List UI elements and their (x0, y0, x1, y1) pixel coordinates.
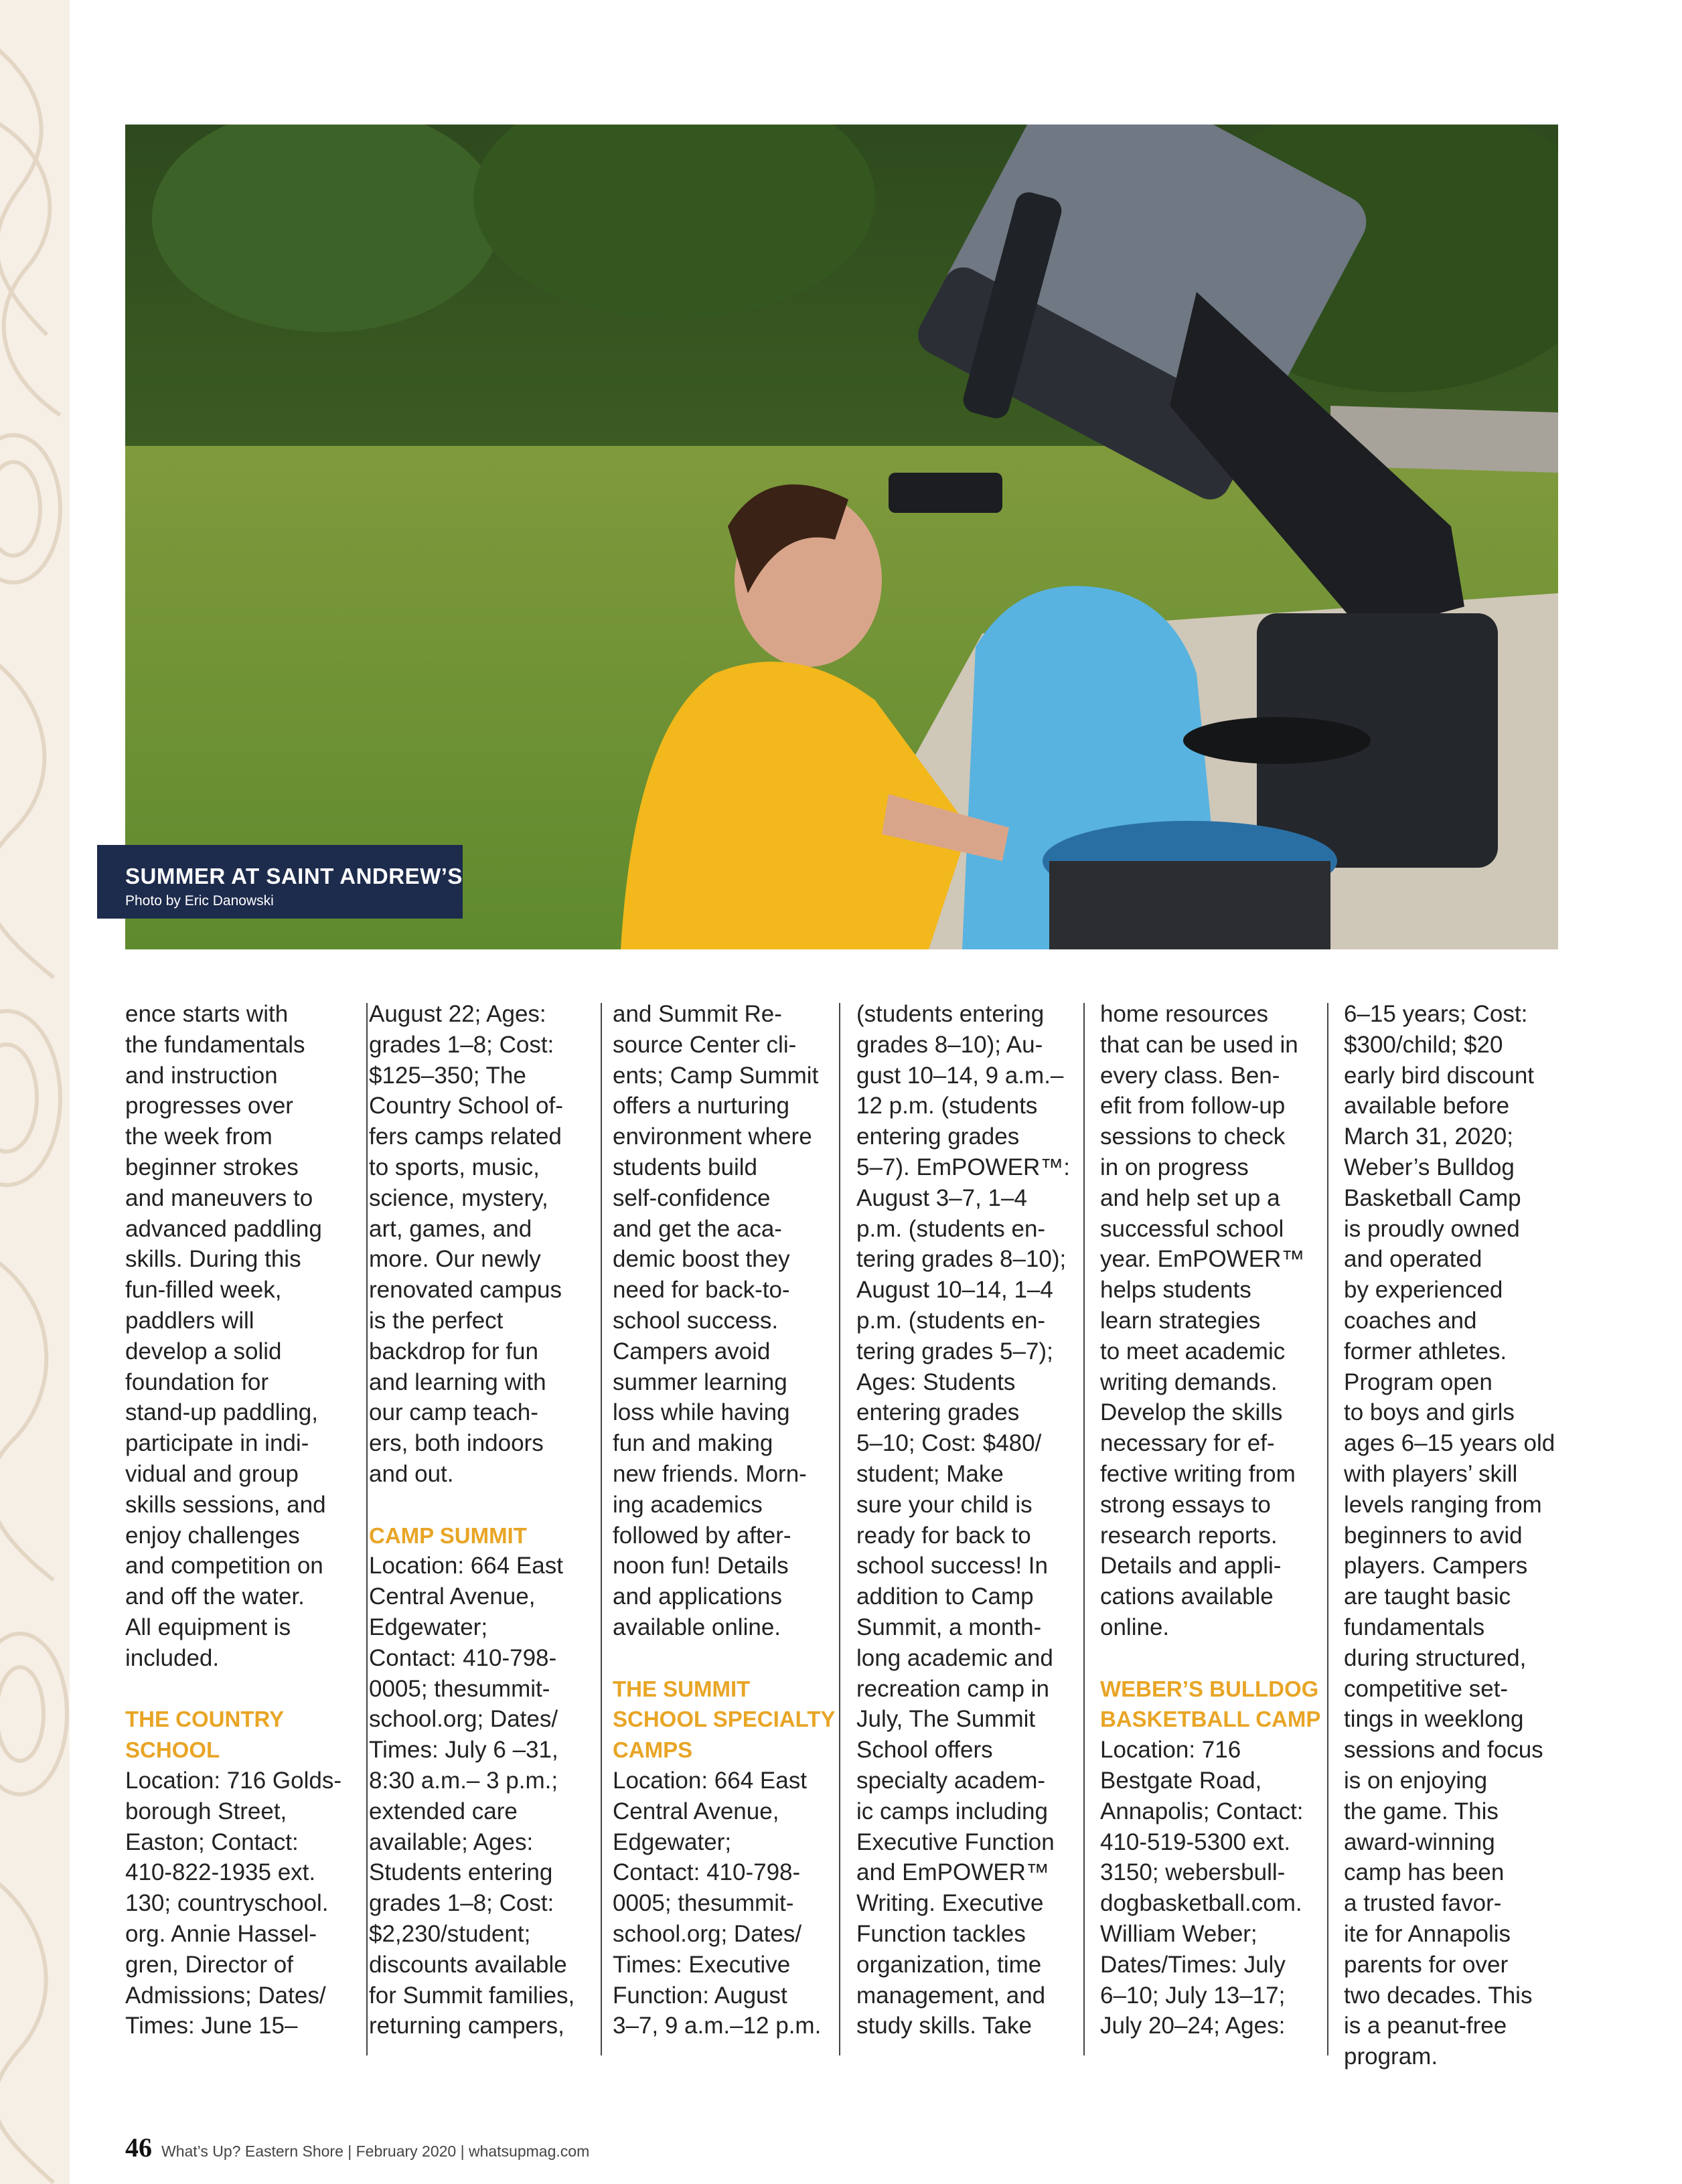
text-line: early bird discount (1344, 1062, 1535, 1089)
text-line: that can be used in (1100, 1031, 1298, 1058)
text-line: 3150; webersbull- (1100, 1859, 1286, 1886)
text-line: $2,230/student; (369, 1920, 531, 1947)
text-line: Central Avenue, (613, 1798, 779, 1824)
text-line: Location: 664 East (369, 1553, 563, 1579)
text-line: foundation for (125, 1369, 269, 1395)
text-line: the fundamentals (125, 1031, 305, 1058)
paragraph-gap (125, 1674, 346, 1705)
text-line: Dates/Times: July (1100, 1951, 1286, 1978)
text-line: Edgewater; (613, 1828, 732, 1855)
text-line: home resources (1100, 1001, 1268, 1027)
text-line: backdrop for fun (369, 1338, 538, 1364)
text-line: August 22; Ages: (369, 1001, 546, 1027)
text-line: fun-filled week, (125, 1277, 282, 1304)
text-line: writing demands. (1100, 1369, 1278, 1395)
text-line: Annapolis; Contact: (1100, 1798, 1304, 1824)
text-line: Edgewater; (369, 1614, 488, 1640)
text-line: available; Ages: (369, 1828, 534, 1855)
text-line: players. Campers (1344, 1553, 1528, 1579)
text-line: coaches and (1344, 1307, 1477, 1334)
text-line: and instruction (125, 1062, 278, 1089)
paragraph-gap (369, 1490, 590, 1520)
text-line: award-winning (1344, 1828, 1495, 1855)
text-line: dogbasketball.com. (1100, 1890, 1302, 1917)
text-line: discounts available (369, 1951, 567, 1978)
text-line: Times: June 15– (125, 2013, 298, 2039)
text-line: and maneuvers to (125, 1184, 313, 1211)
text-line: specialty academ- (856, 1767, 1046, 1794)
section-heading-line: WEBER’S BULLDOG (1100, 1676, 1319, 1701)
text-line: every class. Ben- (1100, 1062, 1280, 1089)
text-line: July, The Summit (856, 1706, 1036, 1733)
text-line: learn strategies (1100, 1307, 1261, 1334)
column-divider (1083, 1003, 1085, 2055)
photo-caption (97, 845, 463, 919)
text-line: Bestgate Road, (1100, 1767, 1262, 1794)
text-line: Writing. Executive (856, 1890, 1044, 1917)
text-line: Times: Executive (613, 1951, 791, 1978)
text-line: former athletes. (1344, 1338, 1507, 1364)
text-line: 5–10; Cost: $480/ (856, 1430, 1042, 1457)
text-line: in on progress (1100, 1154, 1249, 1180)
text-line: and learning with (369, 1369, 546, 1395)
text-line: parents for over (1344, 1951, 1509, 1978)
text-line: Executive Function (856, 1828, 1055, 1855)
text-line: 12 p.m. (students (856, 1093, 1038, 1119)
text-line: and competition on (125, 1553, 323, 1579)
text-line: sessions to check (1100, 1123, 1286, 1150)
text-line: ic camps including (856, 1798, 1048, 1824)
text-line: Summit, a month- (856, 1614, 1042, 1640)
text-line: our camp teach- (369, 1399, 538, 1426)
text-line: August 3–7, 1–4 (856, 1184, 1027, 1211)
text-line: with players’ skill (1344, 1460, 1518, 1487)
text-line: tings in weeklong (1344, 1706, 1524, 1733)
text-line: long academic and (856, 1644, 1053, 1671)
text-line: participate in indi- (125, 1430, 309, 1457)
text-line: (students entering (856, 1001, 1045, 1027)
text-line: Students entering (369, 1859, 553, 1886)
text-line: Country School of- (369, 1093, 563, 1119)
text-line: tering grades 5–7); (856, 1338, 1053, 1364)
text-line: 3–7, 9 a.m.–12 p.m. (613, 2013, 822, 2039)
text-line: available before (1344, 1093, 1510, 1119)
text-line: Contact: 410-798- (613, 1859, 801, 1886)
text-line: $125–350; The (369, 1062, 526, 1089)
text-line: 410-822-1935 ext. (125, 1859, 316, 1886)
text-line: fers camps related (369, 1123, 562, 1150)
section-heading-line: SCHOOL (125, 1737, 220, 1763)
text-line: skills sessions, and (125, 1491, 326, 1518)
section-heading-line: CAMP SUMMIT (369, 1523, 527, 1548)
footer-text: What’s Up? Eastern Shore | February 2020 | whatsupmag.com (161, 2142, 590, 2160)
text-line: All equipment is (125, 1614, 291, 1640)
text-line: to sports, music, (369, 1154, 540, 1180)
text-line: research reports. (1100, 1522, 1278, 1549)
text-line: successful school (1100, 1215, 1284, 1242)
section-heading-line: CAMPS (613, 1737, 693, 1763)
text-line: Program open (1344, 1369, 1493, 1395)
text-line: student; Make (856, 1460, 1004, 1487)
text-line: strong essays to (1100, 1491, 1271, 1518)
text-line: competitive set- (1344, 1675, 1509, 1702)
text-line: Function tackles (856, 1920, 1026, 1947)
photo-credit: Photo by Eric Danowski (125, 893, 274, 909)
text-line: sure your child is (856, 1491, 1033, 1518)
text-line: and applications (613, 1583, 782, 1610)
text-line: science, mystery, (369, 1184, 548, 1211)
text-line: entering grades (856, 1123, 1020, 1150)
text-line: is the perfect (369, 1307, 504, 1334)
text-line: Location: 716 (1100, 1737, 1241, 1764)
text-line: noon fun! Details (613, 1553, 789, 1579)
text-line: is on enjoying (1344, 1767, 1488, 1794)
text-line: fun and making (613, 1430, 773, 1457)
text-line: organization, time (856, 1951, 1042, 1978)
text-line: ence starts with (125, 1001, 289, 1027)
text-line: org. Annie Hassel- (125, 1920, 317, 1947)
text-line: stand-up paddling, (125, 1399, 318, 1426)
text-line: Admissions; Dates/ (125, 1982, 326, 2009)
text-line: $300/child; $20 (1344, 1031, 1503, 1058)
text-line: online. (1100, 1614, 1170, 1640)
column-divider (366, 1003, 368, 2055)
text-line: efit from follow-up (1100, 1093, 1286, 1119)
text-line: extended care (369, 1798, 518, 1824)
photo-illustration (125, 125, 1558, 949)
text-line: Develop the skills (1100, 1399, 1283, 1426)
text-line: addition to Camp (856, 1583, 1034, 1610)
paragraph-gap (1100, 1643, 1321, 1674)
text-line: entering grades (856, 1399, 1020, 1426)
text-line: management, and (856, 1982, 1046, 2009)
text-line: school.org; Dates/ (613, 1920, 802, 1947)
text-line: by experienced (1344, 1277, 1503, 1304)
text-line: two decades. This (1344, 1982, 1533, 2009)
text-line: school success! In (856, 1553, 1048, 1579)
section-heading-line: THE SUMMIT (613, 1676, 751, 1701)
text-line: levels ranging from (1344, 1491, 1542, 1518)
caption-title: SUMMER AT SAINT ANDREW’S (125, 864, 463, 888)
text-line: to meet academic (1100, 1338, 1286, 1364)
text-line: self-confidence (613, 1184, 771, 1211)
text-line: William Weber; (1100, 1920, 1257, 1947)
text-line: 5–7). EmPOWER™: (856, 1154, 1070, 1180)
page-number: 46 (125, 2132, 152, 2163)
column-divider (601, 1003, 602, 2055)
text-line: Basketball Camp (1344, 1184, 1521, 1211)
text-line: grades 8–10); Au- (856, 1031, 1043, 1058)
text-line: Ages: Students (856, 1369, 1016, 1395)
text-line: during structured, (1344, 1644, 1527, 1671)
text-line: gren, Director of (125, 1951, 293, 1978)
text-line: 130; countryschool. (125, 1890, 329, 1917)
text-line: summer learning (613, 1369, 787, 1395)
text-line: Function: August (613, 1982, 787, 2009)
text-line: program. (1344, 2043, 1438, 2070)
side-decorative-pattern (0, 0, 70, 2184)
text-line: is proudly owned (1344, 1215, 1520, 1242)
text-line: and operated (1344, 1246, 1482, 1273)
text-line: and EmPOWER™ (856, 1859, 1049, 1886)
text-line: grades 1–8; Cost: (369, 1031, 554, 1058)
text-line: to boys and girls (1344, 1399, 1515, 1426)
text-line: Contact: 410-798- (369, 1644, 557, 1671)
text-line: gust 10–14, 9 a.m.– (856, 1062, 1064, 1089)
text-line: skills. During this (125, 1246, 301, 1273)
text-line: beginner strokes (125, 1154, 299, 1180)
article-column-3 (613, 999, 834, 2041)
text-line: available online. (613, 1614, 781, 1640)
text-line: school success. (613, 1307, 779, 1334)
article-column-6 (1344, 999, 1565, 2072)
topographic-lines-graphic (0, 0, 70, 2184)
telescope-photo (125, 125, 1558, 949)
text-line: August 10–14, 1–4 (856, 1277, 1053, 1304)
text-line: March 31, 2020; (1344, 1123, 1513, 1150)
section-heading-line: THE COUNTRY (125, 1707, 285, 1732)
text-line: vidual and group (125, 1460, 299, 1487)
text-line: study skills. Take (856, 2013, 1032, 2039)
text-line: art, games, and (369, 1215, 532, 1242)
text-line: renovated campus (369, 1277, 562, 1304)
text-line: beginners to avid (1344, 1522, 1523, 1549)
text-line: loss while having (613, 1399, 790, 1426)
text-line: and off the water. (125, 1583, 305, 1610)
text-line: Campers avoid (613, 1338, 771, 1364)
article-column-5 (1100, 999, 1321, 2041)
text-line: and get the aca- (613, 1215, 782, 1242)
section-heading-line: SCHOOL SPECIALTY (613, 1707, 836, 1732)
text-line: fective writing from (1100, 1460, 1296, 1487)
text-line: helps students (1100, 1277, 1251, 1304)
text-line: Location: 664 East (613, 1767, 807, 1794)
text-line: returning campers, (369, 2013, 564, 2039)
section-heading-line: BASKETBALL CAMP (1100, 1707, 1321, 1732)
text-line: Weber’s Bulldog (1344, 1154, 1515, 1180)
text-line: borough Street, (125, 1798, 287, 1824)
text-line: 6–10; July 13–17; (1100, 1982, 1286, 2009)
text-line: recreation camp in (856, 1675, 1049, 1702)
text-line: Details and appli- (1100, 1553, 1282, 1579)
text-line: school.org; Dates/ (369, 1706, 558, 1733)
text-line: and Summit Re- (613, 1001, 782, 1027)
text-line: sessions and focus (1344, 1737, 1543, 1764)
text-line: a trusted favor- (1344, 1890, 1502, 1917)
text-line: offers a nurturing (613, 1093, 789, 1119)
text-line: 8:30 a.m.– 3 p.m.; (369, 1767, 558, 1794)
text-line: 410-519-5300 ext. (1100, 1828, 1291, 1855)
text-line: cations available (1100, 1583, 1274, 1610)
text-line: p.m. (students en- (856, 1215, 1046, 1242)
text-line: need for back-to- (613, 1277, 790, 1304)
text-line: environment where (613, 1123, 812, 1150)
text-line: included. (125, 1644, 220, 1671)
paragraph-gap (613, 1643, 834, 1674)
text-line: Location: 716 Golds- (125, 1767, 341, 1794)
text-line: Times: July 6 –31, (369, 1737, 558, 1764)
column-divider (839, 1003, 840, 2055)
text-line: the week from (125, 1123, 273, 1150)
text-line: the game. This (1344, 1798, 1499, 1824)
text-line: 0005; thesummit- (369, 1675, 550, 1702)
text-line: ers, both indoors (369, 1430, 544, 1457)
text-line: Central Avenue, (369, 1583, 536, 1610)
text-line: more. Our newly (369, 1246, 541, 1273)
text-line: ing academics (613, 1491, 763, 1518)
text-line: students build (613, 1154, 757, 1180)
column-divider (1327, 1003, 1328, 2055)
text-line: Easton; Contact: (125, 1828, 299, 1855)
text-line: followed by after- (613, 1522, 791, 1549)
page-footer (125, 2132, 590, 2163)
article-column-2 (369, 999, 590, 2041)
text-line: ents; Camp Summit (613, 1062, 819, 1089)
text-line: ite for Annapolis (1344, 1920, 1511, 1947)
text-line: ages 6–15 years old (1344, 1430, 1555, 1457)
text-line: advanced paddling (125, 1215, 322, 1242)
article-column-1 (125, 999, 346, 2041)
text-line: July 20–24; Ages: (1100, 2013, 1286, 2039)
text-line: and out. (369, 1460, 454, 1487)
text-line: and help set up a (1100, 1184, 1280, 1211)
text-line: for Summit families, (369, 1982, 575, 2009)
text-line: year. EmPOWER™ (1100, 1246, 1305, 1273)
article-column-4 (856, 999, 1077, 2041)
text-line: p.m. (students en- (856, 1307, 1046, 1334)
text-line: enjoy challenges (125, 1522, 300, 1549)
text-line: progresses over (125, 1093, 293, 1119)
text-line: School offers (856, 1737, 993, 1764)
text-line: develop a solid (125, 1338, 282, 1364)
text-line: demic boost they (613, 1246, 790, 1273)
text-line: tering grades 8–10); (856, 1246, 1067, 1273)
text-line: paddlers will (125, 1307, 254, 1334)
text-line: is a peanut-free (1344, 2013, 1507, 2039)
text-line: camp has been (1344, 1859, 1505, 1886)
text-line: source Center cli- (613, 1031, 797, 1058)
text-line: ready for back to (856, 1522, 1031, 1549)
text-line: new friends. Morn- (613, 1460, 807, 1487)
text-line: fundamentals (1344, 1614, 1485, 1640)
text-line: 0005; thesummit- (613, 1890, 794, 1917)
text-line: grades 1–8; Cost: (369, 1890, 554, 1917)
text-line: are taught basic (1344, 1583, 1511, 1610)
text-line: necessary for ef- (1100, 1430, 1275, 1457)
text-line: 6–15 years; Cost: (1344, 1001, 1528, 1027)
